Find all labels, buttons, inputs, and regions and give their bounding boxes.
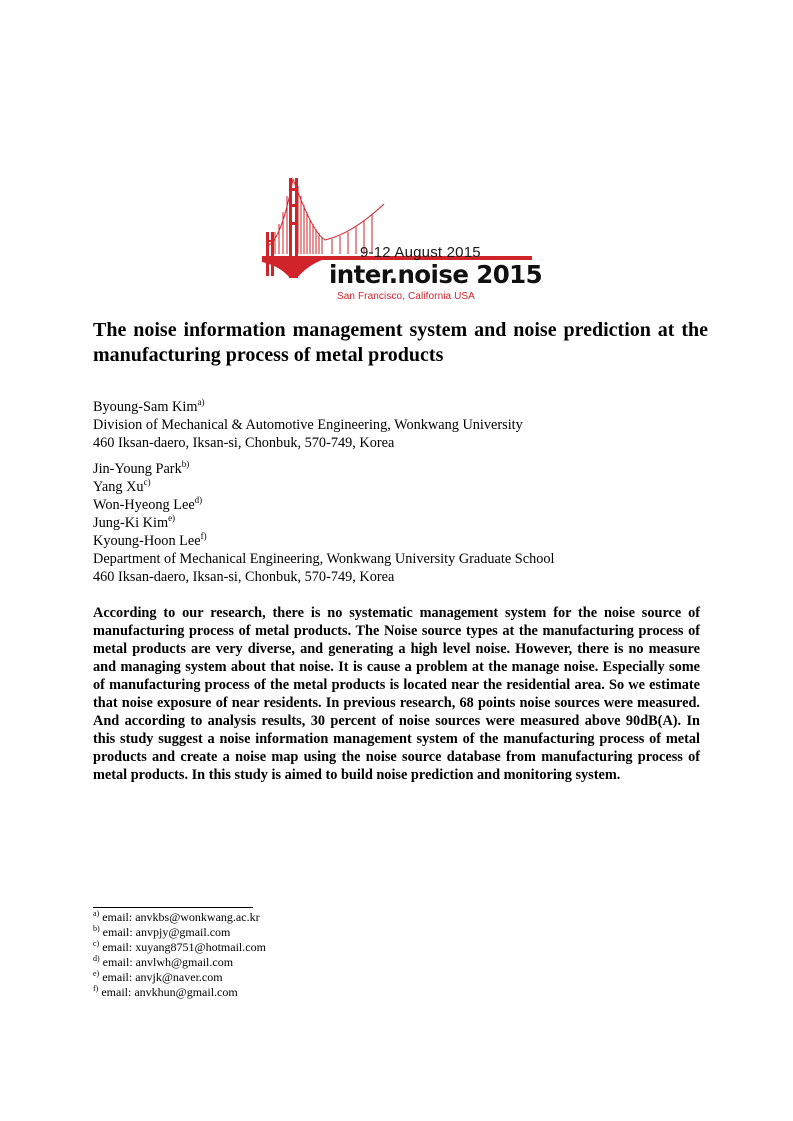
author-name: Kyoung-Hoon Lee$^{f)}$	[93, 531, 207, 549]
author-name: Byoung-Sam Kim$^{a)}$	[93, 397, 205, 415]
conference-logo	[262, 174, 543, 306]
coauthor-address: 460 Iksan-daero, Iksan-si, Chonbuk, 570-749, Korea	[93, 569, 395, 585]
first-author-block	[93, 398, 523, 452]
footnote: $^{c)}$ email: xuyang8751@hotmail.com	[93, 939, 266, 954]
author-name: Won-Hyeong Lee$^{d)}$	[93, 495, 203, 513]
footnotes	[93, 910, 266, 1000]
author-name: Yang Xu$^{c)}$	[93, 477, 151, 495]
coauthor-affiliation: Department of Mechanical Engineering, Wonkwang University Graduate School	[93, 551, 555, 567]
author-name: Jung-Ki Kim$^{e)}$	[93, 513, 176, 531]
footnote: $^{b)}$ email: anvpjy@gmail.com	[93, 924, 231, 939]
author-affiliation: Division of Mechanical & Automotive Engineering, Wonkwang University	[93, 417, 523, 433]
author-name: Jin-Young Park$^{b)}$	[93, 459, 190, 477]
footnote: $^{d)}$ email: anvlwh@gmail.com	[93, 954, 234, 969]
author-address: 460 Iksan-daero, Iksan-si, Chonbuk, 570-749, Korea	[93, 435, 395, 451]
abstract: According to our research, there is no systematic management system for the noise source of manufacturing process of metal products. The Noise source types at the manufacturing process of metal products are very diverse, and generating a high level noise. However, there is no measure and managing system about that noise. It is cause a problem at the manage noise. Especially some of manufacturing process of the metal products is located near the residential area. So we estimate that noise exposure of near residents. In previous research, 68 points noise sources were measured. And according to analysis results, 30 percent of noise sources were measured above 90dB(A). In this study suggest a noise information management system of the manufacturing process of metal products and create a noise map using the noise source database from manufacturing process of metal products. In this study is aimed to build noise prediction and monitoring system.	[93, 605, 700, 783]
paper-title: The noise information management system and noise prediction at the manufacturing process of metal products	[93, 319, 708, 366]
conference-location: San Francisco, California USA	[337, 291, 475, 302]
conference-date: 9-12 August 2015	[360, 244, 481, 261]
coauthor-block	[93, 460, 555, 586]
footnote: $^{a)}$ email: anvkbs@wonkwang.ac.kr	[93, 909, 260, 924]
footnote: $^{f)}$ email: anvkhun@gmail.com	[93, 984, 238, 999]
footnote: $^{e)}$ email: anvjk@naver.com	[93, 969, 223, 984]
conference-name: inter.noise 2015	[329, 260, 543, 289]
footnote-divider	[93, 907, 253, 908]
